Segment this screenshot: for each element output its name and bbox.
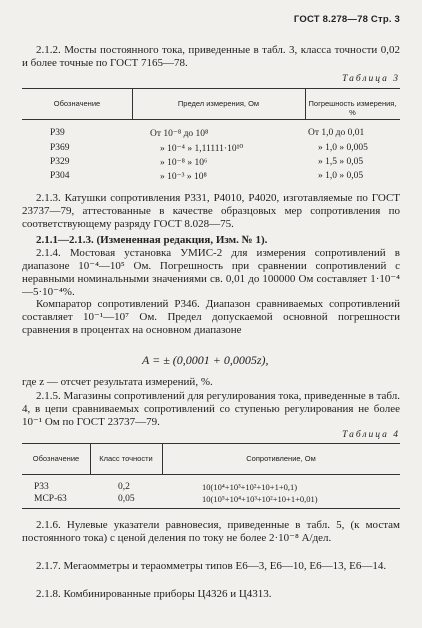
table-3-cell: Р329 (50, 157, 70, 167)
paragraph-formula-legend: где z — отсчет результата измерений, %. (22, 376, 213, 388)
paragraph-2-1-2: 2.1.2. Мосты постоянного тока, приведенные в табл. 3, класса точности 0,02 и более точные по ГОСТ 7165—78. (22, 44, 400, 69)
table-3-header-rule (22, 119, 400, 120)
table-4-bottom-rule (22, 508, 400, 509)
paragraph-2-1-6: 2.1.6. Нулевые указатели равновесия, приведенные в табл. 5, (к мостам постоянного тока) с ценой деления по току не более 2·10⁻⁸ А/дел. (22, 519, 400, 544)
table-3-cell: Р304 (50, 171, 70, 181)
table-4-top-rule (22, 443, 400, 444)
table-4-cell: 0,2 (118, 482, 130, 492)
table-4-cell: 10(10⁵+10⁴+10³+10²+10+1+0,01) (202, 494, 318, 504)
paragraph-amendment: 2.1.1—2.1.3. (Измененная редакция, Изм. № 1). (36, 234, 268, 246)
table-3-cell: От 10⁻⁸ до 10⁸ (150, 129, 209, 139)
table-3-top-rule (22, 88, 400, 89)
table-3-column-header: Предел измерения, Ом (177, 99, 260, 108)
formula: A = ± (0,0001 + 0,0005z), (142, 353, 269, 367)
table-4-header-rule (22, 474, 400, 475)
table-3-cell: Р369 (50, 143, 70, 153)
table-4-cell: Р33 (34, 482, 49, 492)
paragraph-2-1-3: 2.1.3. Катушки сопротивления Р331, Р4010, Р4020, изготавляемые по ГОСТ 23737—79, аттестованные в качестве образцовых мер сопротивления по соответствующему разряду ГОСТ 8.028—75. (22, 192, 400, 230)
paragraph-2-1-8: 2.1.8. Комбинированные приборы Ц4326 и Ц4313. (36, 588, 272, 600)
paragraph-2-1-4: 2.1.4. Мостовая установка УМИС-2 для измерения сопротивлений в диапазоне 10⁻⁴—10⁵ Ом. Погрешность при сравнении сопротивлений с неравными номинальными значениями св. 0,01 до 100000 Ом составляет 1·10⁻⁴—5·10⁻⁴%. (22, 247, 400, 298)
table-4-column-header: Сопротивление, Ом (246, 454, 316, 463)
page-header: ГОСТ 8.278—78 Стр. 3 (293, 14, 400, 25)
table-3-caption: Таблица 3 (342, 74, 400, 84)
table-3-cell: » 1,0 » 0,05 (318, 171, 364, 181)
table-4-column-header: Обозначение (32, 454, 80, 463)
table-4-cell: 10(10⁴+10³+10²+10+1+0,1) (202, 482, 298, 492)
table-3-column-header: Обозначение (53, 99, 101, 108)
table-4-cell: 0,05 (118, 494, 135, 504)
paragraph-2-1-5: 2.1.5. Магазины сопротивлений для регулирования тока, приведенные в табл. 4, в цепи сравниваемых сопротивлений со ступенью регулирования не более 10⁻¹ Ом по ГОСТ 23737—79. (22, 390, 400, 428)
table-3-cell: » 1,5 » 0,05 (318, 157, 364, 167)
table-3-cell: Р39 (50, 128, 65, 138)
table-4-column-header: Класс точности (99, 454, 153, 463)
table-3-column-header: Погрешность измерения, % (308, 99, 397, 117)
paragraph-2-1-7: 2.1.7. Мегаомметры и тераомметры типов Е6—3, Е6—10, Е6—13, Е6—14. (36, 560, 387, 572)
table-4-cell: МСР-63 (34, 494, 67, 504)
paragraph-comparator: Компаратор сопротивлений Р346. Диапазон сравниваемых сопротивлений составляет 10⁻¹—10⁷ Ом. Предел допускаемой основной погрешности сравнения в процентах на основном диапазоне (22, 298, 400, 336)
table-4-caption: Таблица 4 (342, 430, 400, 440)
table-3-cell: » 10⁻³ » 10⁸ (160, 172, 207, 182)
table-3-cell: » 1,0 » 0,005 (318, 143, 368, 153)
table-3-cell: От 1,0 до 0,01 (308, 128, 365, 138)
table-3-cell: » 10⁻⁸ » 10⁶ (160, 158, 208, 168)
table-3-cell: » 10⁻⁴ » 1,11111·10¹⁰ (160, 144, 244, 154)
